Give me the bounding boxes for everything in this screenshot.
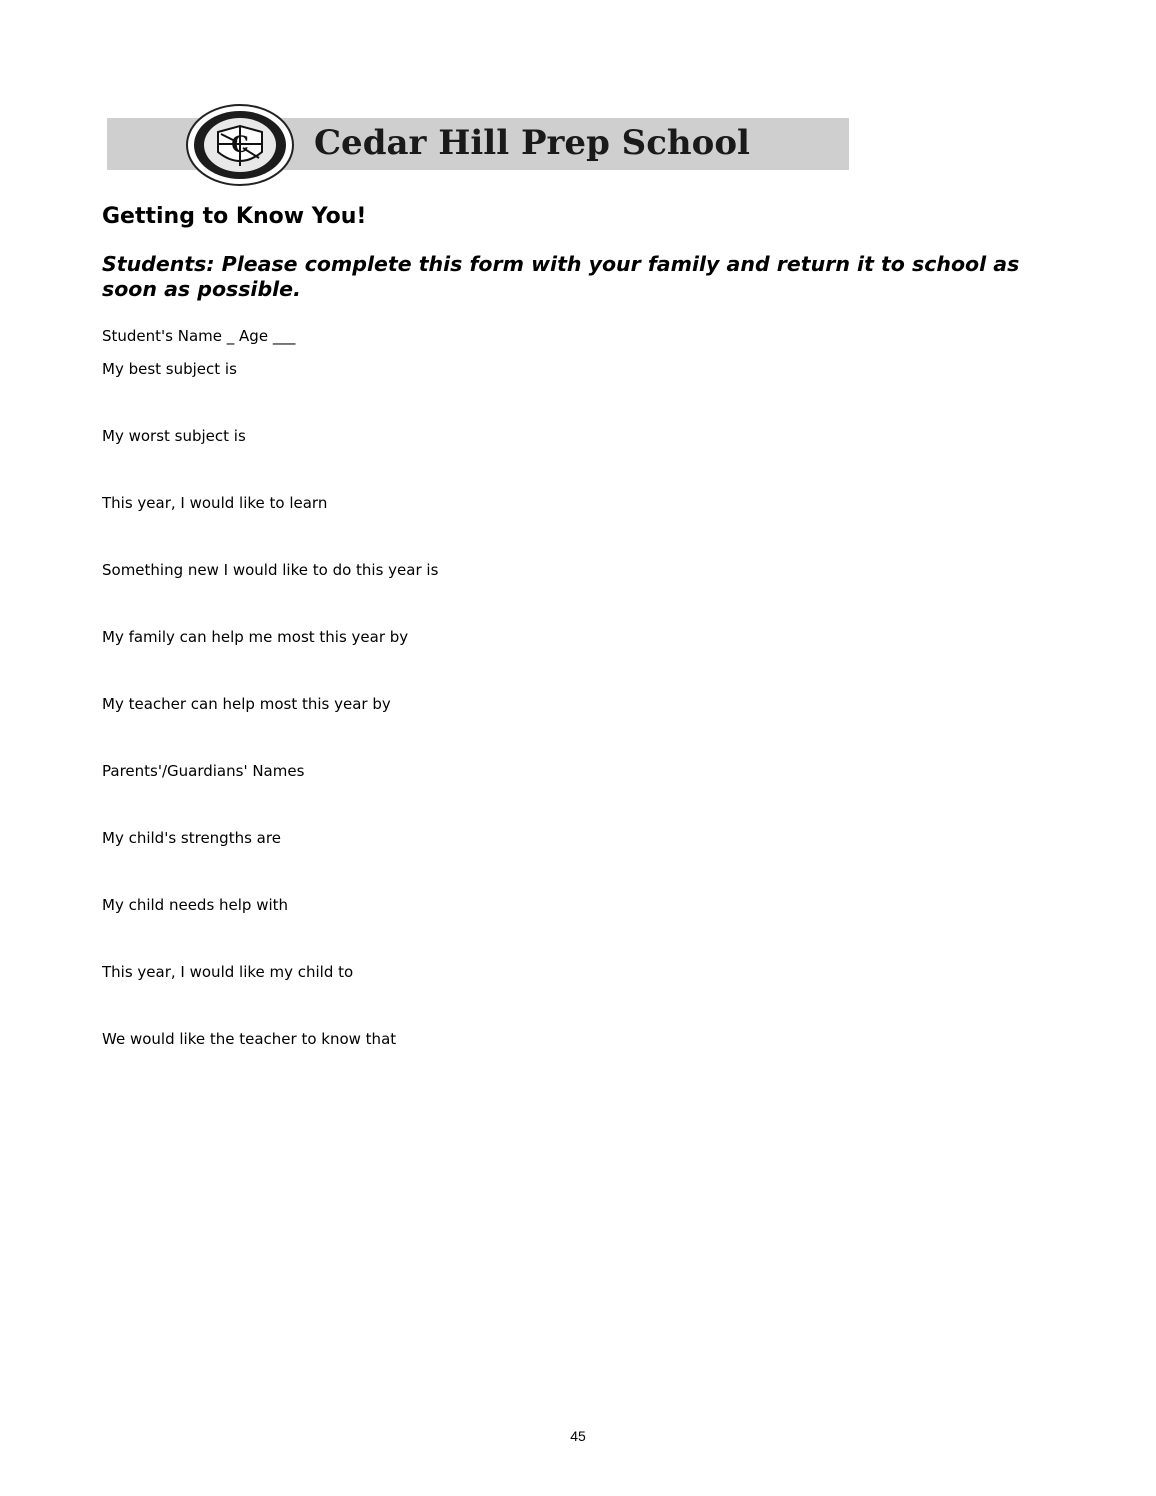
prompt-child-strengths: My child's strengths are (102, 829, 281, 847)
prompt-teacher-help: My teacher can help most this year by (102, 695, 391, 713)
school-seal-icon (185, 104, 295, 186)
school-name: Cedar Hill Prep School (314, 123, 750, 163)
prompt-guardian-names: Parents'/Guardians' Names (102, 762, 305, 780)
prompt-child-needs-help: My child needs help with (102, 896, 289, 914)
prompt-teacher-should-know: We would like the teacher to know that (102, 1030, 397, 1048)
instructions: Students: Please complete this form with your family and return it to school as soon as possible. (102, 252, 1020, 301)
page-number: 45 (570, 1428, 586, 1444)
svg-text:C: C (231, 132, 249, 158)
prompt-something-new: Something new I would like to do this year is (102, 561, 439, 579)
prompt-family-help: My family can help me most this year by (102, 628, 409, 646)
page-title: Getting to Know You! (102, 204, 367, 229)
student-name-age-line: Student's Name _ Age ___ (102, 327, 296, 345)
prompt-child-goal: This year, I would like my child to (102, 963, 354, 981)
prompt-learn: This year, I would like to learn (102, 494, 328, 512)
prompt-best-subject: My best subject is (102, 360, 237, 378)
prompt-worst-subject: My worst subject is (102, 427, 246, 445)
